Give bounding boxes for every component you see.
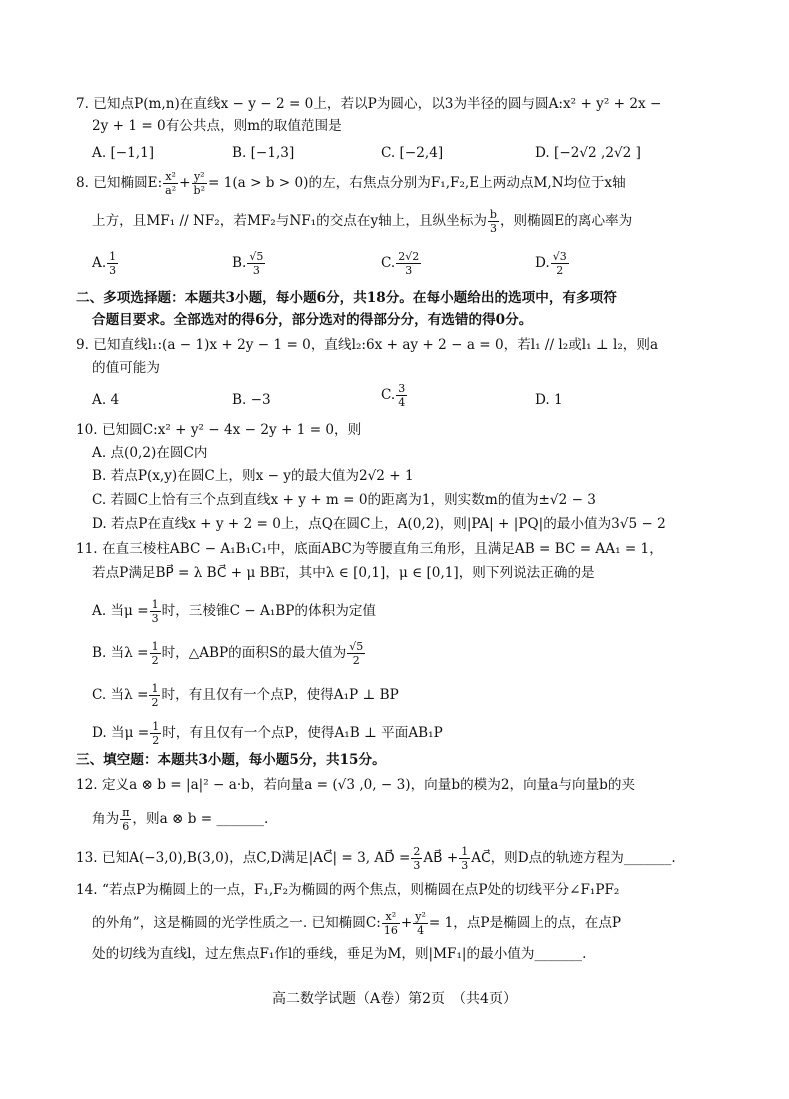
q14-line3: 处的切线为直线l，过左焦点F₁作l的垂线，垂足为M，则|MF₁|的最小值为_______. xyxy=(92,946,587,962)
q8-option-c: C. $\frac{2√2}{3}$ xyxy=(381,250,420,277)
q7-option-c: C. [−2,4] xyxy=(381,145,444,161)
q10-option-c: C. 若圆C上恰有三个点到直线x + y + m = 0的距离为1，则实数m的值为±√2 − 3 xyxy=(92,492,596,508)
page-footer: 高二数学试题（A卷）第2页 （共4页） xyxy=(272,991,517,1007)
q10-stem: 10. 已知圆C:x² + y² − 4x − 2y + 1 = 0，则 xyxy=(76,422,362,438)
q8-option-d: D. $\frac{√3}{2}$ xyxy=(535,250,567,277)
q7-option-a: A. [−1,1] xyxy=(92,145,155,161)
q8-frac-x2a2: $\frac{\text{x²}}{\text{a²}}$ xyxy=(165,170,177,197)
section2-heading-line1: 二、多项选择题：本题共3小题，每小题6分，共18分。在每小题给出的选项中，有多项符 xyxy=(76,290,617,306)
q11-option-b: B. 当λ = $\frac{1}{2}$ 时，△ABP的面积S的最大值为 $\frac{√5}{2}$ xyxy=(92,640,364,667)
q9-option-b: B. −3 xyxy=(232,392,271,408)
section2-heading-line2: 合题目要求。全部选对的得6分，部分选对的得部分分，有选错的得0分。 xyxy=(92,312,533,328)
q11-line1: 11. 在直三棱柱ABC − A₁B₁C₁中，底面ABC为等腰直角三角形，且满足AB = BC = AA₁ = 1， xyxy=(76,541,663,557)
q9-option-d: D. 1 xyxy=(535,392,563,408)
q7-line2: 2y + 1 = 0有公共点，则m的取值范围是 xyxy=(92,118,342,134)
q11-option-a: A. 当μ = $\frac{1}{3}$ 时，三棱锥C − A₁BP的体积为定值 xyxy=(92,598,376,625)
q8-option-b: B. $\frac{√5}{3}$ xyxy=(232,250,264,277)
q8-line1: 8. 已知椭圆E: $\frac{\text{x²}}{\text{a²}}$ + $\frac{\text{y²}}{\text{b²}}$ = 1(a > b > 0)的左，右焦点分别为F₁,F₂,E上两动点M,N均位于x轴 xyxy=(76,170,626,197)
q12-line2: 角为 $\frac{\pi}{6}$ ，则a ⊗ b = _______. xyxy=(92,806,269,833)
q9-line1: 9. 已知直线l₁:(a − 1)x + 2y − 1 = 0，直线l₂:6x + ay + 2 − a = 0，若l₁ // l₂或l₁ ⊥ l₂，则a xyxy=(76,337,659,353)
section3-heading: 三、填空题：本题共3小题，每小题5分，共15分。 xyxy=(76,752,386,768)
q9-option-a: A. 4 xyxy=(92,392,120,408)
q12-line1: 12. 定义a ⊗ b = |a|² − a·b，若向量a = (√3 ,0, − 3)，向量b的模为2，向量a与向量b的夹 xyxy=(76,777,636,793)
q13-line: 13. 已知A(−3,0),B(3,0)，点C,D满足|AC⃗| = 3, AD⃗ = $\frac{2}{3}$ AB⃗ + $\frac{1}{3}$ AC⃗，则D点的轨迹方程为_______. xyxy=(76,845,676,872)
q8-frac-y2b2: $\frac{\text{y²}}{\text{b²}}$ xyxy=(193,170,205,197)
q10-option-b: B. 若点P(x,y)在圆C上，则x − y的最大值为2√2 + 1 xyxy=(92,468,414,484)
q10-option-a: A. 点(0,2)在圆C内 xyxy=(92,445,208,461)
q8-frac-b3: $\frac{b}{3}$ xyxy=(489,208,497,235)
q9-line2: 的值可能为 xyxy=(92,360,160,376)
q14-line2: 的外角”，这是椭圆的光学性质之一. 已知椭圆C: $\frac{\text{x²}}{16}$ + $\frac{\text{y²}}{4}$ = 1，点P是椭圆上的点，在点P xyxy=(92,910,622,937)
q7-line1: 7. 已知点P(m,n)在直线x − y − 2 = 0上，若以P为圆心，以3为半径的圆与圆A:x² + y² + 2x − xyxy=(76,96,662,112)
q11-option-c: C. 当λ = $\frac{1}{2}$ 时，有且仅有一个点P，使得A₁P ⊥ BP xyxy=(92,682,399,709)
q8-line2: 上方，且MF₁ // NF₂，若MF₂与NF₁的交点在y轴上，且纵坐标为 $\frac{b}{3}$ ，则椭圆E的离心率为 xyxy=(92,208,633,235)
q7-option-d: D. [−2√2 ,2√2 ] xyxy=(535,145,641,161)
q11-option-d: D. 当μ = $\frac{1}{2}$ 时，有且仅有一个点P，使得A₁B ⊥ 平面AB₁P xyxy=(92,720,443,747)
q8-option-a: A. $\frac{1}{3}$ xyxy=(92,250,117,277)
q14-line1: 14. “若点P为椭圆上的一点，F₁,F₂为椭圆的两个焦点，则椭圆在点P处的切线平分∠F₁PF₂ xyxy=(76,882,620,898)
q7-option-b: B. [−1,3] xyxy=(232,145,295,161)
q11-line2: 若点P满足BP⃗ = λ BC⃗ + μ BB₁⃗，其中λ ∈ [0,1]，μ ∈ [0,1]，则下列说法正确的是 xyxy=(92,565,595,581)
q9-option-c: C. $\frac{3}{4}$ xyxy=(381,382,406,409)
q10-option-d: D. 若点P在直线x + y + 2 = 0上，点Q在圆C上，A(0,2)，则|PA| + |PQ|的最小值为3√5 − 2 xyxy=(92,516,666,532)
